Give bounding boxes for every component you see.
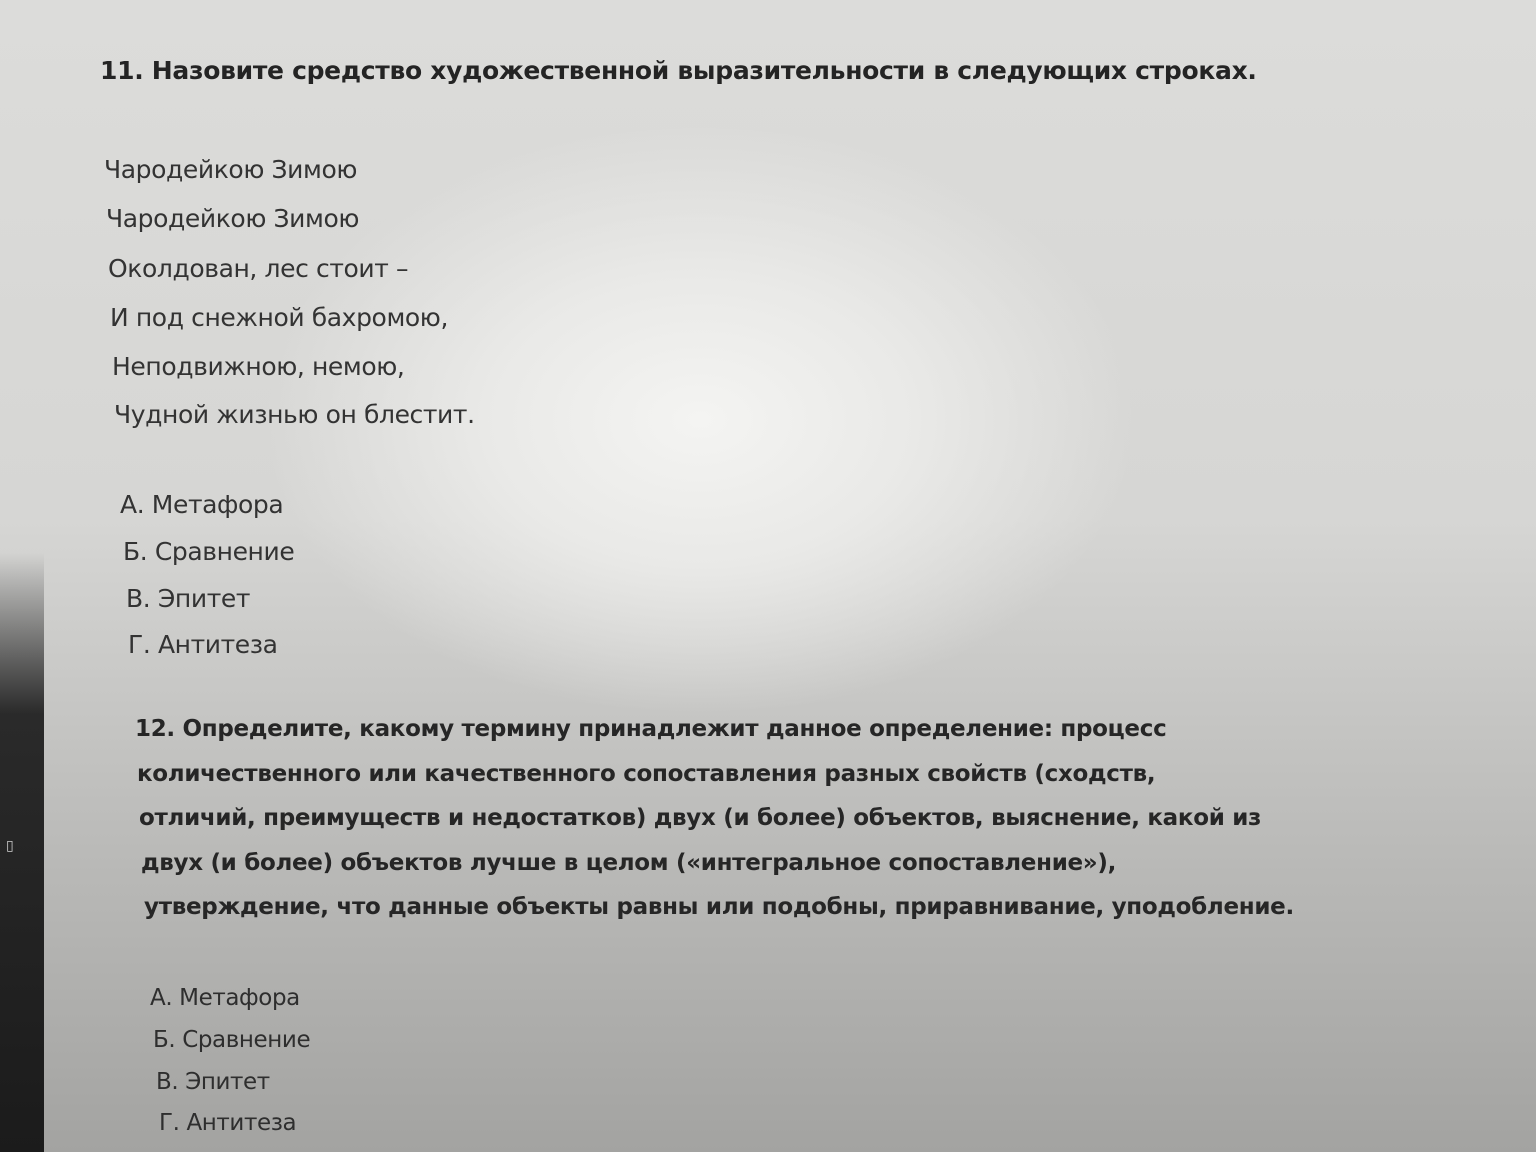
question-12-text-line: двух (и более) объектов лучше в целом («интегральное сопоставление»), — [141, 850, 1117, 876]
poem-line: Неподвижною, немою, — [112, 352, 405, 381]
answer-option-v[interactable]: В. Эпитет — [156, 1069, 270, 1095]
monitor-bezel-edge — [0, 0, 44, 1152]
answer-option-v[interactable]: В. Эпитет — [126, 584, 251, 613]
answer-option-g[interactable]: Г. Антитеза — [159, 1110, 297, 1136]
question-12-text-line: количественного или качественного сопоставления разных свойств (сходств, — [137, 761, 1156, 787]
question-11-title: 11. Назовите средство художественной выразительности в следующих строках. — [100, 56, 1257, 85]
answer-option-a[interactable]: А. Метафора — [150, 985, 300, 1011]
answer-option-b[interactable]: Б. Сравнение — [123, 537, 295, 566]
question-12-text-line: 12. Определите, какому термину принадлежит данное определение: процесс — [135, 716, 1167, 742]
answer-option-g[interactable]: Г. Антитеза — [128, 630, 278, 659]
answer-option-b[interactable]: Б. Сравнение — [153, 1027, 311, 1053]
bezel-reflection-mark: ▯ — [6, 838, 14, 854]
poem-line: Чудной жизнью он блестит. — [114, 400, 475, 429]
poem-line: И под снежной бахромою, — [110, 303, 448, 332]
poem-line: Чародейкою Зимою — [104, 155, 357, 184]
poem-line: Чародейкою Зимою — [106, 204, 359, 233]
question-12-text-line: отличий, преимуществ и недостатков) двух (и более) объектов, выяснение, какой из — [139, 805, 1262, 831]
question-12-text-line: утверждение, что данные объекты равны или подобны, приравнивание, уподобление. — [144, 894, 1294, 920]
answer-option-a[interactable]: А. Метафора — [120, 490, 284, 519]
poem-line: Околдован, лес стоит – — [108, 254, 409, 283]
